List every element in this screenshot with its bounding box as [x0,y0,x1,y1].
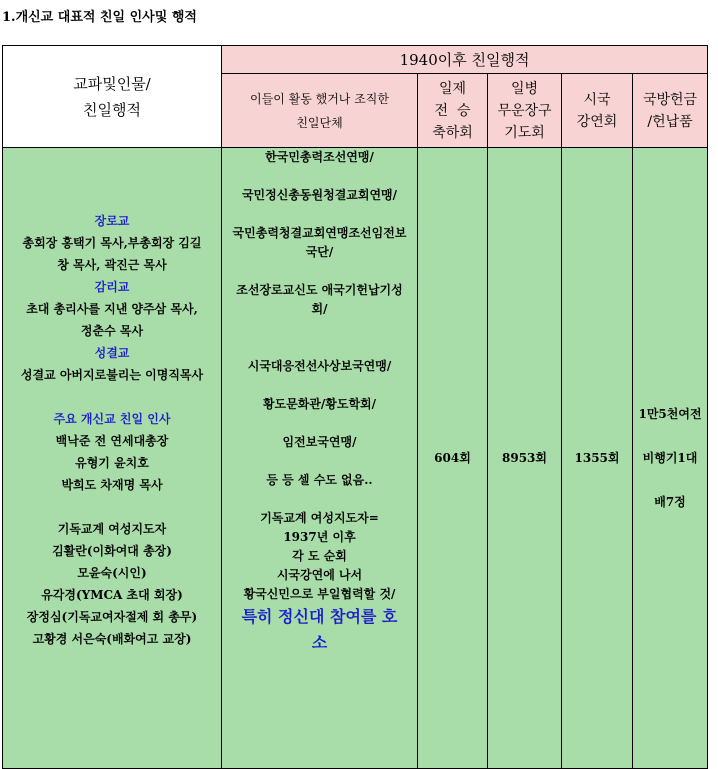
group-heading-presbyterian: 장로교 [94,214,130,228]
header-organizations [222,74,418,148]
prayer-count: 8953회 [488,148,562,769]
spacer [222,414,417,433]
organization-line: 조선장로교신도 애국기헌납기성 [236,283,403,297]
organization-line: 임전보국연맹/ [282,435,357,449]
group-line: 창 목사, 곽진근 목사 [57,258,167,272]
spacer [222,452,417,471]
organization-line: 회/ [311,302,328,316]
header-prayer-line1: 일병 [510,80,539,97]
organizations-list [222,148,417,604]
highlight-line: 특히 정신대 참여를 호 [241,607,398,626]
organization-line: 시국강연에 나서 [276,568,363,582]
header-donation-line1: 국방헌금 [642,91,698,108]
organization-line: 국민총력청결교회연맹조선임전보 [232,226,407,240]
header-denomination-line1: 교파및인물/ [73,74,151,93]
group-heading-methodist: 감리교 [94,280,130,294]
spacer [222,490,417,509]
organization-line: 국단/ [305,245,334,259]
donation-aircraft: 비행기1대 [642,451,698,465]
women-leader-line: 고황경 서은숙(배화여고 교장) [32,632,192,646]
key-figure-line: 백낙준 전 연세대총장 [55,434,169,448]
spacer [222,338,417,357]
header-denomination-cell [3,46,222,148]
celebration-count: 604회 [418,148,488,769]
organizations-cell [222,148,418,769]
key-figures-heading: 주요 개신교 친일 인사 [53,412,171,426]
organization-line: 시국대응전선사상보국연맹/ [247,359,392,373]
women-leader-line: 장정심(기독교여자절제 회 총무) [26,610,198,624]
group-line: 성결교 아버지로불리는 이명직목사 [20,368,204,382]
page-title: 1.개신교 대표적 친일 인사및 행적 [2,10,197,25]
spacer [222,262,417,281]
key-figure-line: 유형기 윤치호 [75,456,149,470]
organization-line: 국민정신총동원청결교회연맹/ [241,188,398,202]
group-heading-holiness: 성결교 [94,346,130,360]
lecture-count: 1355회 [562,148,633,769]
header-donation-line2: /헌납품 [647,113,693,130]
organization-line: 각 도 순회 [292,549,347,563]
women-leader-line: 김활란(이화여대 총장) [52,544,172,558]
header-prayer-line3: 기도회 [504,124,545,141]
header-celebration-line3: 축하회 [432,124,473,141]
spacer [222,376,417,395]
header-donation [633,74,708,148]
highlight-line: 소 [311,633,328,652]
organization-line: 한국민총력조선연맹/ [265,150,374,164]
denomination-people-cell [3,148,222,769]
header-organizations-line2: 친일단체 [296,115,343,130]
collaboration-table [2,45,708,769]
donation-ships: 배7정 [654,495,686,509]
group-line: 초대 총리사를 지낸 양주삼 목사, [26,302,198,316]
header-lecture-line1: 시국 [583,91,611,108]
donation-money: 1만5천여전 [638,407,702,421]
header-celebration-line1: 일제 [438,80,467,97]
header-celebration [418,74,488,148]
header-after-1940: 1940이후 친일행적 [222,46,708,74]
header-prayer-line2: 무운장구 [497,102,552,119]
organization-line: 황도문화관/황도학회/ [262,397,377,411]
spacer [222,205,417,224]
header-lecture [562,74,633,148]
women-leader-line: 기독교계 여성지도자 [57,522,167,536]
organization-line: 황국신민으로 부일협력할 것/ [243,587,396,601]
organization-line: 기독교계 여성지도자= [260,511,379,525]
header-denomination-line2: 친일행적 [83,100,141,119]
header-organizations-line1: 이들이 활동 했거나 조직한 [250,91,389,106]
spacer [222,167,417,186]
group-line: 정춘수 목사 [80,324,144,338]
key-figure-line: 박희도 차재명 목사 [61,478,163,492]
women-leader-line: 유각경(YMCA 초대 회장) [41,588,183,602]
header-celebration-line2: 전 승 [434,102,471,119]
group-line: 총회장 홍택기 목사,부총회장 김길 [22,236,202,250]
organization-line: 1937년 이후 [283,530,356,544]
spacer [222,319,417,338]
organization-line: 등 등 셀 수도 없음.. [266,473,373,487]
donation-cell [633,148,708,769]
women-leader-line: 모윤숙(시인) [77,566,147,580]
header-lecture-line2: 강연회 [576,113,618,130]
header-prayer [488,74,562,148]
